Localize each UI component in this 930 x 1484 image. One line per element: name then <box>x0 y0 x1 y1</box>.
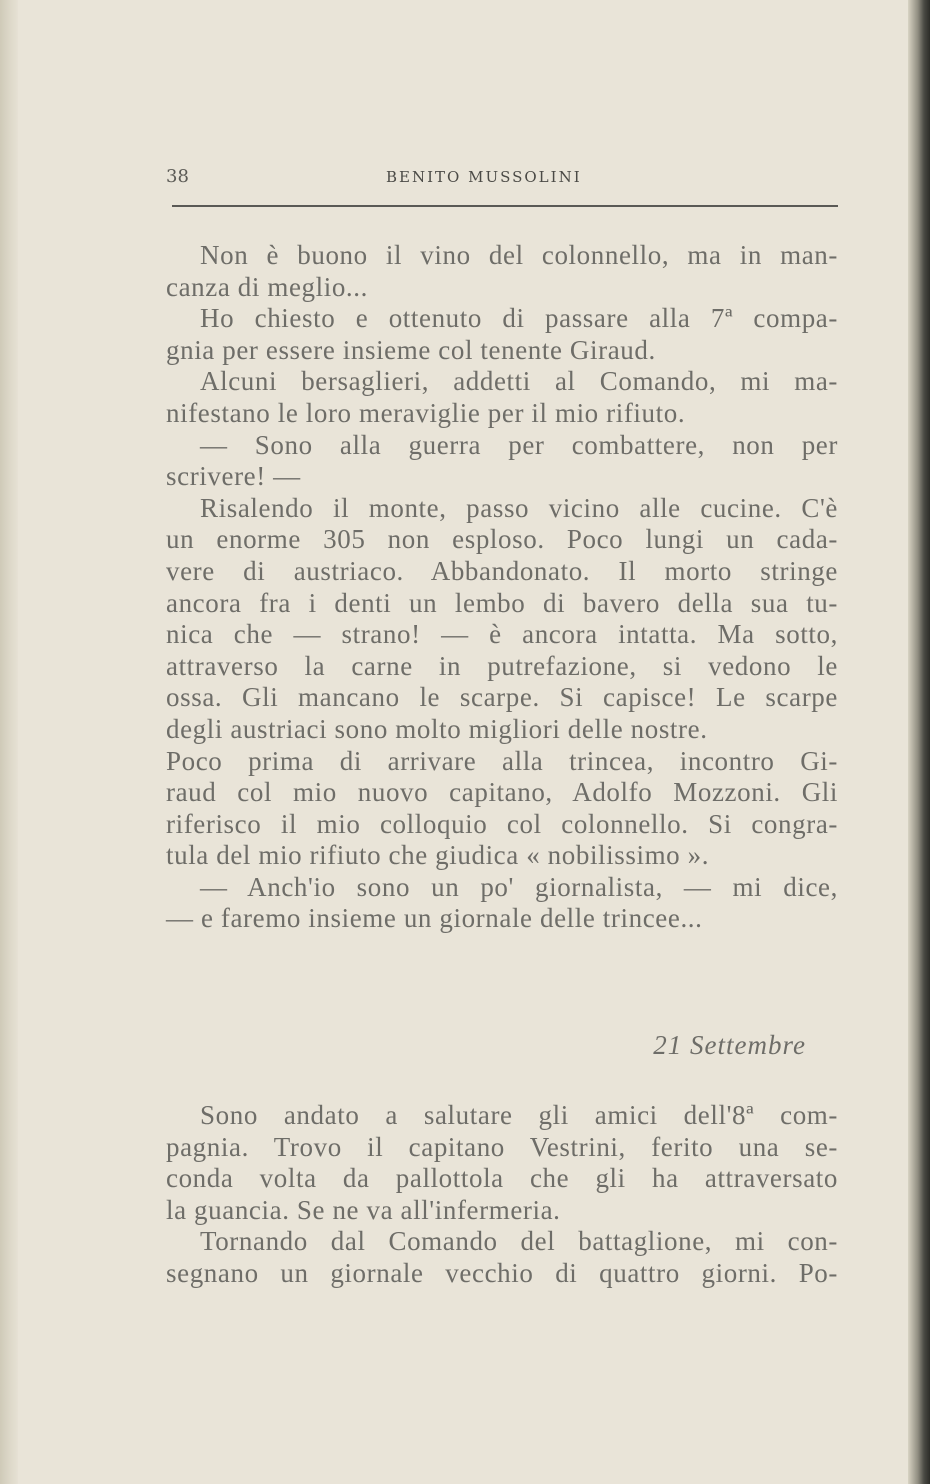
text-block-diary-entry <box>166 240 838 935</box>
text-line: Non è buono il vino del colonnello, ma in man- <box>200 240 838 270</box>
text-line: ancora fra i denti un lembo di bavero della sua tu- <box>166 587 838 618</box>
text-line: — e faremo insieme un giornale delle trincee... <box>166 903 703 934</box>
date-heading: 21 Settembre <box>653 1030 806 1060</box>
text-block-diary-entry-2 <box>166 1100 838 1290</box>
text-line: vere di austriaco. Abbandonato. Il morto stringe <box>166 555 838 586</box>
text-line: attraverso la carne in putrefazione, si vedono le <box>166 650 838 681</box>
text-line: pagnia. Trovo il capitano Vestrini, ferito una se- <box>166 1131 838 1162</box>
text-line: Risalendo il monte, passo vicino alle cucine. C'è <box>200 492 838 523</box>
text-line: canza di meglio... <box>166 271 368 302</box>
header-rule <box>172 205 838 207</box>
text-line: tula del mio rifiuto che giudica « nobilissimo ». <box>166 840 710 871</box>
text-line: degli austriaci sono molto migliori delle nostre. <box>166 713 708 744</box>
text-line: Ho chiesto e ottenuto di passare alla 7ª compa- <box>200 303 838 334</box>
text-line: ossa. Gli mancano le scarpe. Si capisce! Le scarpe <box>166 682 838 713</box>
text-line: riferisco il mio colloquio col colonnello. Si congra- <box>166 808 838 839</box>
text-line: — Anch'io sono un po' giornalista, — mi dice, <box>200 871 838 902</box>
text-line: — Sono alla guerra per combattere, non per <box>200 429 838 460</box>
text-line: segnano un giornale vecchio di quattro giorni. Po- <box>166 1257 838 1288</box>
text-line: scrivere! — <box>166 461 301 492</box>
text-line: conda volta da pallottola che gli ha attraversato <box>166 1163 838 1194</box>
text-line: gnia per essere insieme col tenente Giraud. <box>166 334 656 365</box>
text-line: Tornando dal Comando del battaglione, mi con- <box>200 1226 838 1257</box>
text-line: la guancia. Se ne va all'infermeria. <box>166 1194 561 1225</box>
page-number: 38 <box>166 166 189 187</box>
text-line: nica che — strano! — è ancora intatta. Ma sotto, <box>166 619 838 650</box>
text-line: raud col mio nuovo capitano, Adolfo Mozzoni. Gli <box>166 777 838 808</box>
page-header <box>166 166 838 196</box>
text-line: Poco prima di arrivare alla trincea, incontro Gi- <box>166 745 838 776</box>
text-line: Sono andato a salutare gli amici dell'8ª com- <box>200 1100 838 1130</box>
running-title: BENITO MUSSOLINI <box>386 168 582 186</box>
text-line: un enorme 305 non esploso. Poco lungi un cada- <box>166 524 838 555</box>
text-line: Alcuni bersaglieri, addetti al Comando, mi ma- <box>200 366 838 397</box>
text-line: nifestano le loro meraviglie per il mio rifiuto. <box>166 397 686 428</box>
